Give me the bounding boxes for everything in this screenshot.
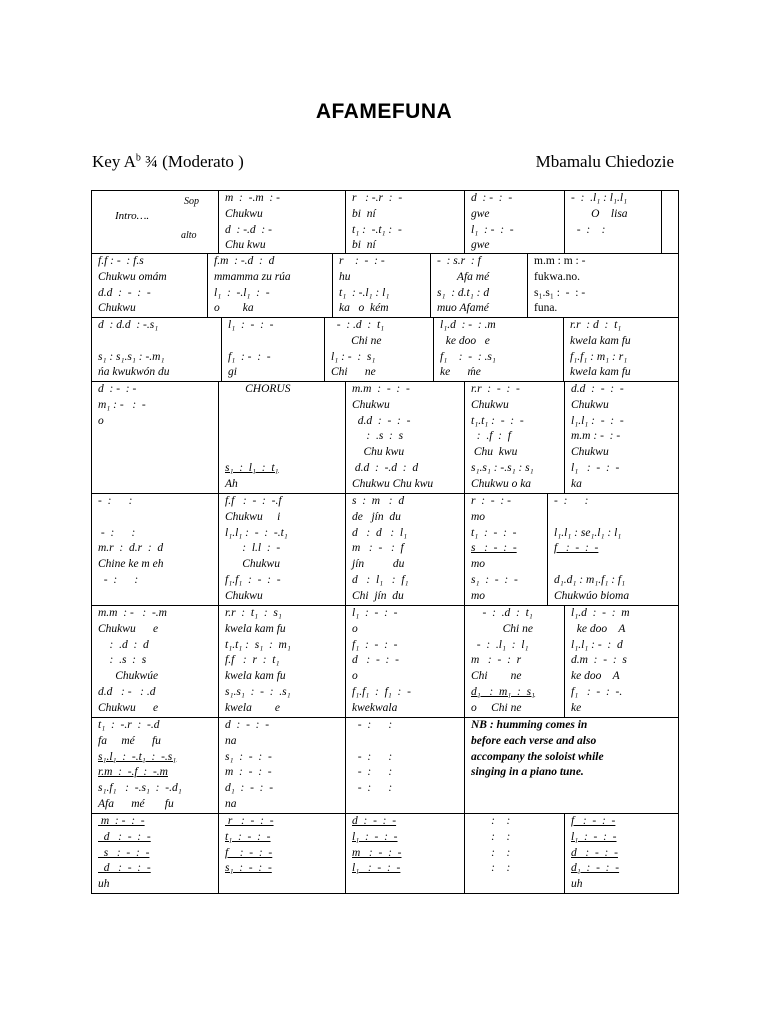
lyric-line: Chukwu xyxy=(352,398,390,411)
solfa-line: : .d : d xyxy=(98,638,149,651)
lyric-line: Ah xyxy=(225,477,238,490)
solfa-line xyxy=(225,461,345,477)
solfa-underlined: f : - : - xyxy=(571,815,616,827)
solfa-line xyxy=(471,685,564,701)
key-tempo: ¾ (Moderato ) xyxy=(140,152,244,171)
lyric-line: Afa mé xyxy=(437,270,490,283)
solfa-line: s₁.s₁ : - : - xyxy=(534,286,586,299)
solfa-line: s₁.s₁ : - : .s₁ xyxy=(225,685,291,698)
measure-cell xyxy=(92,718,219,813)
measure-cell xyxy=(219,606,346,717)
solfa-line: f.f : - : f.s xyxy=(98,255,144,267)
lyric-line: ńa kwukwón du xyxy=(98,366,170,379)
alto-label: alto xyxy=(181,230,197,241)
solfa-underlined: d : - : - xyxy=(352,815,397,827)
solfa-line: l₁.d : - : .m xyxy=(440,319,496,331)
solfa-line: d₁.d₁ : m₁.f₁ : f₁ xyxy=(554,573,626,586)
solfa-line: - : .d : t₁ xyxy=(331,319,385,331)
solfa-line: d : - : - xyxy=(352,654,399,667)
lyric-line: Chukwúo bioma xyxy=(554,589,630,602)
solfa-line: t₁.t₁ : s₁ : m₁ xyxy=(225,638,291,651)
measure-cell xyxy=(431,254,528,317)
lyric-line: muo Afamé xyxy=(437,302,489,315)
solfa-line xyxy=(98,814,218,830)
solfa-line: s₁ : - : - xyxy=(225,750,272,763)
chorus-cell xyxy=(219,382,346,493)
solfa-line: t₁.t₁ : - : - xyxy=(471,414,524,427)
solfa-line xyxy=(352,846,464,862)
solfa-line: d : - : - xyxy=(471,192,513,204)
lyric-line: Chi ne xyxy=(471,670,522,683)
lyric-line: Chukwu Chu kwu xyxy=(352,477,434,490)
note-line: accompany the soloist while xyxy=(471,750,604,763)
solfa-line xyxy=(225,830,345,846)
lyric-line: Chine ke m eh xyxy=(98,558,164,571)
solfa-line: f₁ : - : - xyxy=(352,638,398,651)
intro-label-cell xyxy=(92,191,219,253)
measure-cell xyxy=(346,191,465,253)
lyric-line: fukwa.no. xyxy=(534,270,580,283)
lyric-line: ke doo A xyxy=(571,670,620,683)
solfa-line: d : - : - xyxy=(98,383,137,395)
solfa-line: s₁ : s₁.s₁ : -.m₁ xyxy=(98,350,165,363)
solfa-line xyxy=(225,861,345,877)
solfa-line: - : .d : t₁ xyxy=(471,607,533,619)
lyric-line: Chukwu i xyxy=(225,510,281,523)
solfa-line xyxy=(571,830,678,846)
solfa-line: f.m : -.d : d xyxy=(214,255,275,267)
measure-cell xyxy=(346,494,465,605)
solfa-line: r.r : d : t₁ xyxy=(570,319,622,331)
measure-cell xyxy=(222,318,325,381)
solfa-line: : : xyxy=(471,846,511,859)
solfa-line: d : l₁ : f₁ xyxy=(352,573,409,586)
solfa-line: f₁ : - : - xyxy=(228,350,271,363)
measure-cell xyxy=(219,814,346,893)
solfa-underlined: r : - : - xyxy=(225,815,274,827)
solfa-line: s₁ : - : - xyxy=(471,573,518,586)
solfa-line: l₁ : -.l₁ : - xyxy=(214,286,270,299)
solfa-line: : : xyxy=(471,830,511,843)
solfa-line: - : : xyxy=(352,750,393,763)
lyric-line: Chukwu omám xyxy=(98,270,167,283)
nb-note-cell xyxy=(465,718,678,813)
lyric-line: Chukwu e xyxy=(98,622,159,635)
lyric-line: kwela kam fu xyxy=(225,670,286,683)
lyric-line: gwe xyxy=(471,207,490,220)
lyric-line: Chu kwu xyxy=(225,239,266,252)
sop-label: Sop xyxy=(184,196,199,207)
measure-cell xyxy=(92,494,219,605)
solfa-line: l₁ : - : - xyxy=(471,223,514,236)
lyric-line: ke xyxy=(571,701,582,714)
solfa-line xyxy=(98,765,218,781)
solfa-line: l₁ : - : - xyxy=(228,319,274,331)
lyric-line xyxy=(98,510,218,526)
note-line: before each verse and also xyxy=(471,734,597,747)
solfa-line: m : - : r xyxy=(471,654,522,667)
measure-cell xyxy=(465,606,565,717)
lyric-line: uh xyxy=(571,878,583,891)
measure-cell xyxy=(92,254,208,317)
lyric-line: gi xyxy=(228,366,237,379)
lyric-line: o xyxy=(352,670,358,683)
solfa-underlined: d₁ : m₁ : s₁ xyxy=(471,685,536,698)
solfa-line: - : : xyxy=(352,782,393,795)
solfa-line: s₁.f₁ : -.s₁ : -.d₁ xyxy=(98,782,182,795)
lyric-line xyxy=(554,510,678,526)
solfa-line: d : - : - xyxy=(225,719,270,731)
solfa-line: - : : xyxy=(98,526,136,539)
solfa-underlined: s : - : - xyxy=(471,542,517,555)
lyric-line: Chukwu xyxy=(471,398,509,411)
solfa-line: f.f : - : -.f xyxy=(225,495,282,507)
solfa-line: d.m : - : s xyxy=(571,654,627,667)
note-line: singing in a piano tune. xyxy=(471,766,584,779)
solfa-underlined: l₁ : - : - xyxy=(571,830,617,843)
solfa-underlined: d : - : - xyxy=(98,830,151,843)
lyric-line: Chukwu xyxy=(225,589,263,602)
solfa-line: d.d : -.d : d xyxy=(352,461,419,474)
solfa-line: : : xyxy=(471,862,511,875)
lyric-line: Chu kwu xyxy=(471,446,518,459)
key-prefix: Key A xyxy=(92,152,136,171)
measure-cell xyxy=(219,494,346,605)
lyric-line: na xyxy=(225,734,237,747)
score-row-3 xyxy=(91,318,679,382)
solfa-line: - : : xyxy=(98,573,139,586)
solfa-line: d.d : - : .d xyxy=(98,685,156,698)
solfa-line: l₁.l₁ : - : - xyxy=(571,414,624,427)
measure-cell xyxy=(346,814,465,893)
score-row-5 xyxy=(91,494,679,606)
lyric-line: o ka xyxy=(214,302,254,315)
lyric-line: kwela kam fu xyxy=(570,366,631,379)
lyric-line: mo xyxy=(471,510,486,523)
lyric-line: O lisa xyxy=(571,207,628,220)
lyric-line: Chukwu xyxy=(98,302,136,315)
solfa-line: - : : xyxy=(352,719,393,731)
solfa-line: l₁.l₁ : se₁.l₁ : l₁ xyxy=(554,526,622,539)
solfa-line: : .s : s xyxy=(98,654,147,667)
solfa-line xyxy=(471,541,547,557)
lyric-line: o xyxy=(98,414,104,427)
solfa-line: r : - : - xyxy=(339,255,385,267)
measure-cell xyxy=(346,382,465,493)
solfa-underlined: d : - : - xyxy=(98,862,151,875)
solfa-line: m.m : - : - xyxy=(571,430,621,443)
solfa-line xyxy=(571,846,678,862)
solfa-line: s₁ : d.t₁ : d xyxy=(437,286,490,299)
lyric-line: Chukwúe xyxy=(98,670,159,683)
solfa-line: m₁ : - : - xyxy=(98,398,146,411)
solfa-line: m.m : - : - xyxy=(352,383,410,395)
solfa-line: f₁ : - : -. xyxy=(571,685,623,698)
solfa-line xyxy=(98,861,218,877)
solfa-line: t₁ : -.r : -.d xyxy=(98,719,160,731)
measure-cell xyxy=(325,318,434,381)
solfa-line: m : - : - xyxy=(225,766,272,779)
solfa-line: : .s : s xyxy=(352,430,404,443)
solfa-line: m.r : d.r : d xyxy=(98,542,164,555)
solfa-line: l₁.d : - : m xyxy=(571,607,630,619)
solfa-line: t₁ : -.l₁ : l₁ xyxy=(339,286,390,299)
measure-cell xyxy=(208,254,333,317)
solfa-underlined: d₁ : - : - xyxy=(571,862,620,875)
solfa-underlined: m : - : - xyxy=(352,846,402,859)
lyric-line: ka xyxy=(571,477,582,490)
measure-cell xyxy=(92,814,219,893)
solfa-line: d₁ : - : - xyxy=(225,782,274,795)
solfa-line xyxy=(225,846,345,862)
measure-cell xyxy=(465,382,565,493)
solfa-line: m.m : - : -.m xyxy=(98,607,167,619)
measure-cell xyxy=(219,718,346,813)
solfa-line: t₁ : - : - xyxy=(471,526,517,539)
solfa-line: r : - : - xyxy=(471,495,511,507)
measure-cell xyxy=(346,718,465,813)
intro-label: Intro…. xyxy=(115,210,150,222)
margin-cell xyxy=(662,191,678,253)
solfa-line: : : xyxy=(471,815,511,827)
lyric-line: Chukwu xyxy=(225,207,263,220)
score-row-1 xyxy=(91,190,679,254)
solfa-line: d.d : - : - xyxy=(352,414,411,427)
solfa-underlined: s₁ : - : - xyxy=(225,862,272,875)
lyric-line: Afa mé fu xyxy=(98,797,174,810)
lyric-line: ke ḿe xyxy=(440,366,481,379)
solfa-line xyxy=(554,541,678,557)
lyric-line: de jín du xyxy=(352,510,401,523)
solfa-line: d : d : l₁ xyxy=(352,526,408,539)
solfa-line: r : -.r : - xyxy=(352,192,403,204)
lyric-line: Chukwu xyxy=(225,558,280,571)
lyric-line: Chu kwu xyxy=(352,446,405,459)
lyric-line: fa mé fu xyxy=(98,734,161,747)
solfa-line: l₁.l₁ : - : -.t₁ xyxy=(225,526,288,539)
solfa-line: - : : xyxy=(554,495,589,507)
score-row-8 xyxy=(91,814,679,894)
solfa-line: - : : xyxy=(571,223,606,236)
score-row-6 xyxy=(91,606,679,718)
lyric-line: mmamma zu rúa xyxy=(214,270,291,283)
lyric-line: bi ní xyxy=(352,239,376,252)
measure-cell xyxy=(548,494,678,605)
composer-name: Mbamalu Chiedozie xyxy=(535,152,674,171)
solfa-line: s₁.s₁ : -.s₁ : s₁ xyxy=(471,461,534,474)
lyric-line: Chukwu xyxy=(571,398,609,411)
solfa-line: : l.l : - xyxy=(225,542,281,555)
solfa-line: f₁.f₁ : - : - xyxy=(225,573,281,586)
measure-cell xyxy=(565,191,662,253)
lyric-line: na xyxy=(225,797,237,810)
solfa-underlined: t₁ : - : - xyxy=(225,830,271,843)
measure-cell xyxy=(92,318,222,381)
solfa-line: m : - : f xyxy=(352,542,404,555)
measure-cell xyxy=(219,191,346,253)
lyric-line: jín du xyxy=(352,558,405,571)
lyric-line xyxy=(352,734,464,750)
lyric-line: Chukwu xyxy=(571,446,609,459)
solfa-line: d : d.d : -.s₁ xyxy=(98,319,159,331)
solfa-line xyxy=(352,861,464,877)
measure-cell xyxy=(465,814,565,893)
measure-cell xyxy=(465,191,565,253)
solfa-line xyxy=(571,814,678,830)
lyric-line: kwela kam fu xyxy=(570,334,631,347)
lyric-line: ke doo e xyxy=(440,334,490,347)
solfa-line xyxy=(571,861,678,877)
solfa-line: l₁.l₁ : - : d xyxy=(571,638,623,651)
lyric-line: Chukwu e xyxy=(98,701,159,714)
solfa-line: d.d : - : - xyxy=(98,286,151,299)
solfa-line xyxy=(98,846,218,862)
solfa-line: m.m : m : - xyxy=(534,255,586,267)
solfa-line: l₁ : - : - xyxy=(571,461,620,474)
solfa-line xyxy=(98,750,218,766)
measure-cell xyxy=(92,606,219,717)
score-row-4 xyxy=(91,382,679,494)
solfa-line: t₁ : -.t₁ : - xyxy=(352,223,402,236)
page-title: AFAMEFUNA xyxy=(315,100,453,123)
lyric-line: funa. xyxy=(534,302,558,315)
solfa-underlined: m : - : - xyxy=(98,815,145,827)
solfa-line: r.r : t₁ : s₁ xyxy=(225,607,282,619)
solfa-line: - : s.r : f xyxy=(437,255,481,267)
measure-cell xyxy=(434,318,564,381)
solfa-line: l₁ : - : s₁ xyxy=(331,350,376,363)
score-row-2 xyxy=(91,254,679,318)
solfa-line: - : .l₁ : l₁.l₁ xyxy=(571,192,628,204)
lyric-line xyxy=(98,334,221,350)
solfa-line xyxy=(352,814,464,830)
solfa-line: - : .l₁ : l₁ xyxy=(471,638,529,651)
solfa-line: l₁ : - : - xyxy=(352,607,398,619)
solfa-line: s : m : d xyxy=(352,495,405,507)
flat-sign: b xyxy=(135,152,141,164)
solfa-line xyxy=(98,830,218,846)
solfa-line: m : -.m : - xyxy=(225,192,280,204)
solfa-underlined: l₁ : - : - xyxy=(352,862,401,875)
lyric-line: ka o kém xyxy=(339,302,389,315)
lyric-line: Chi ne xyxy=(331,334,382,347)
solfa-line: f₁ : - : .s₁ xyxy=(440,350,496,363)
measure-cell xyxy=(565,606,678,717)
solfa-line: - : : xyxy=(352,766,393,779)
lyric-line xyxy=(228,334,324,350)
chorus-label: CHORUS xyxy=(225,383,291,395)
lyric-line: o xyxy=(352,622,358,635)
solfa-line: r.r : - : - xyxy=(471,383,520,395)
note-line: NB : humming comes in xyxy=(471,719,588,731)
measure-cell xyxy=(528,254,678,317)
lyric-line: Chi ne xyxy=(331,366,376,379)
lyric-line: gwe xyxy=(471,239,490,252)
solfa-underlined: s₁ : l₁ : t₁ xyxy=(225,461,279,474)
solfa-underlined: f : - : - xyxy=(554,542,599,555)
lyric-line: bi ní xyxy=(352,207,376,220)
lyric-line: kwela kam fu xyxy=(225,622,286,635)
lyric-line: Chi ne xyxy=(471,622,533,635)
lyric-line: mo xyxy=(471,589,486,602)
measure-cell xyxy=(565,814,678,893)
lyric-line: o Chi ne xyxy=(471,701,522,714)
key-signature xyxy=(92,152,244,172)
measure-cell xyxy=(465,494,548,605)
measure-cell xyxy=(565,382,678,493)
solfa-line: d : -.d : - xyxy=(225,223,272,236)
measure-cell xyxy=(92,382,219,493)
solfa-underlined: r.m : -.f : -.m xyxy=(98,766,168,779)
solfa-underlined: l₁ : - : - xyxy=(352,830,398,843)
measure-cell xyxy=(346,606,465,717)
solfa-line: : .f : f xyxy=(471,430,511,443)
measure-cell xyxy=(564,318,678,381)
solfa-line: f₁.f₁ : f₁ : - xyxy=(352,685,411,698)
lyric-line: mo xyxy=(471,558,486,571)
lyric-line: kwekwala xyxy=(352,701,398,714)
lyric-line: Chukwu o ka xyxy=(471,477,532,490)
lyric-line: kwela e xyxy=(225,701,280,714)
lyric-line: hu xyxy=(339,270,351,283)
solfa-underlined: s : - : - xyxy=(98,846,150,859)
solfa-line xyxy=(225,814,345,830)
lyric-line: ke doo A xyxy=(571,622,626,635)
solfa-line: f₁.f₁ : m₁ : r₁ xyxy=(570,350,628,363)
solfa-underlined: s₁.l₁ : -.t₁ : -.s₁ xyxy=(98,750,177,763)
solfa-line: - : : xyxy=(98,495,133,507)
solfa-line: d.d : - : - xyxy=(571,383,624,395)
score-row-7 xyxy=(91,718,679,814)
solfa-underlined: d : - : - xyxy=(571,846,618,859)
lyric-line xyxy=(554,557,678,573)
measure-cell xyxy=(333,254,431,317)
solfa-line xyxy=(352,830,464,846)
lyric-line: uh xyxy=(98,878,110,891)
solfa-line: f.f : r : t₁ xyxy=(225,654,280,667)
solfa-underlined: f : - : - xyxy=(225,846,273,859)
lyric-line: Chi jín du xyxy=(352,589,404,602)
